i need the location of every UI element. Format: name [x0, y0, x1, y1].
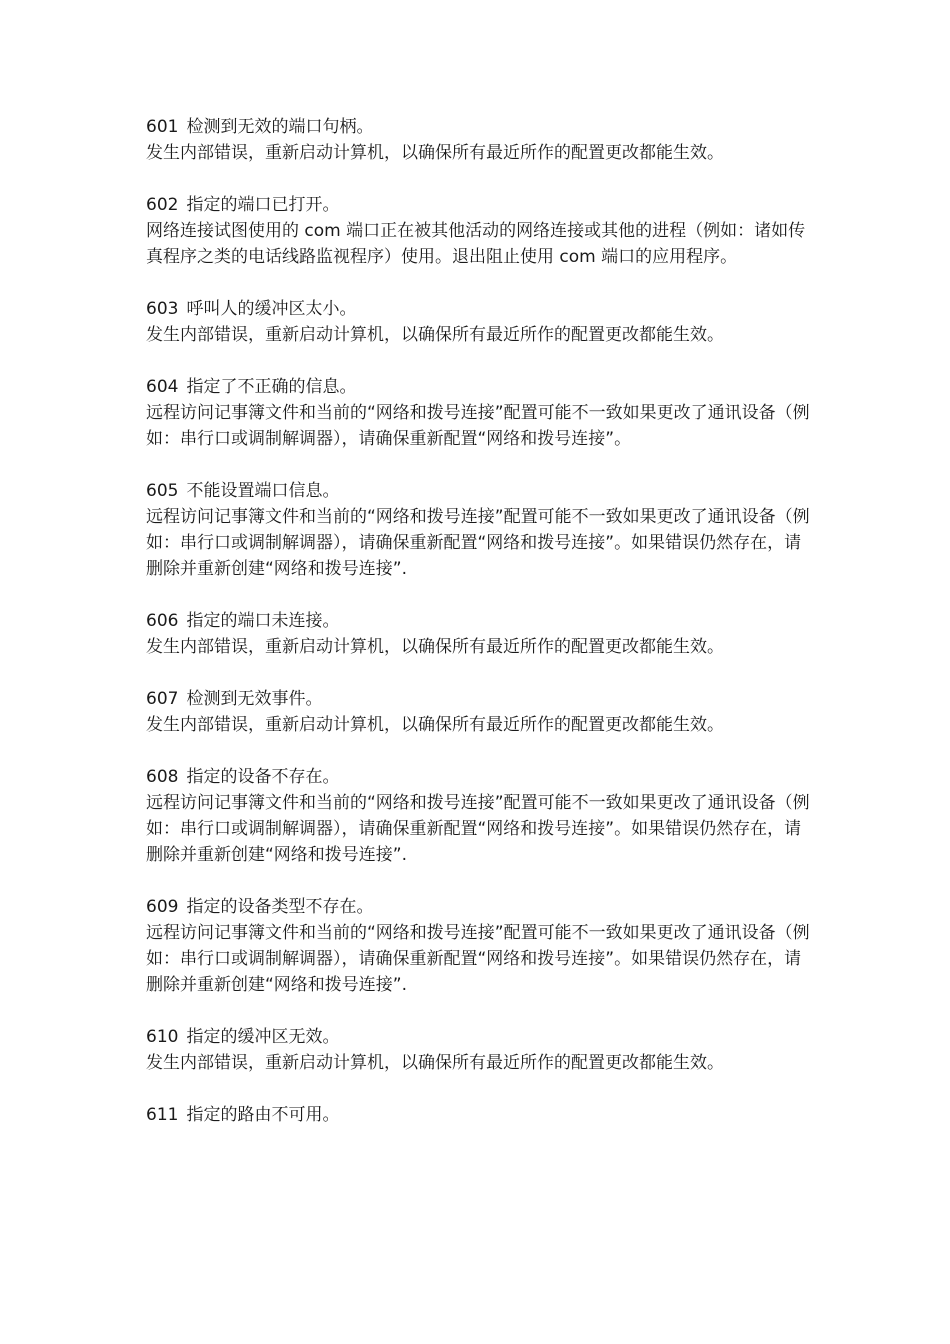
error-description: 远程访问记事簿文件和当前的“网络和拨号连接”配置可能不一致如果更改了通讯设备（例如：串行口或调制解调器），请确保重新配置“网络和拨号连接”。如果错误仍然存在，请删除并重新创建“网络和拨号连接”. — [146, 507, 810, 579]
error-title: 呼叫人的缓冲区太小。 — [186, 299, 357, 319]
error-entry-601 — [146, 114, 816, 166]
error-description: 远程访问记事簿文件和当前的“网络和拨号连接”配置可能不一致如果更改了通讯设备（例如：串行口或调制解调器），请确保重新配置“网络和拨号连接”。如果错误仍然存在，请删除并重新创建“网络和拨号连接”. — [146, 793, 810, 865]
error-title: 指定的设备不存在。 — [186, 767, 340, 787]
error-title: 指定了不正确的信息。 — [186, 377, 357, 397]
entry-title — [146, 894, 816, 920]
entry-title — [146, 686, 816, 712]
error-entry-606 — [146, 608, 816, 660]
error-entry-604 — [146, 374, 816, 452]
error-entry-605 — [146, 478, 816, 582]
error-title: 指定的路由不可用。 — [186, 1105, 340, 1125]
error-title: 指定的端口已打开。 — [186, 195, 340, 215]
entry-title — [146, 296, 816, 322]
error-entry-608 — [146, 764, 816, 868]
error-code: 610 — [146, 1027, 179, 1047]
error-entry-611 — [146, 1102, 816, 1128]
entry-title — [146, 114, 816, 140]
error-description: 远程访问记事簿文件和当前的“网络和拨号连接”配置可能不一致如果更改了通讯设备（例如：串行口或调制解调器），请确保重新配置“网络和拨号连接”。 — [146, 403, 810, 449]
error-description: 发生内部错误，重新启动计算机，以确保所有最近所作的配置更改都能生效。 — [146, 637, 724, 657]
document-page — [146, 114, 816, 1154]
error-entry-603 — [146, 296, 816, 348]
error-entry-602 — [146, 192, 816, 270]
error-title: 指定的设备类型不存在。 — [186, 897, 374, 917]
error-entry-607 — [146, 686, 816, 738]
error-description: 远程访问记事簿文件和当前的“网络和拨号连接”配置可能不一致如果更改了通讯设备（例如：串行口或调制解调器），请确保重新配置“网络和拨号连接”。如果错误仍然存在，请删除并重新创建“网络和拨号连接”. — [146, 923, 810, 995]
entry-title — [146, 374, 816, 400]
entry-title — [146, 608, 816, 634]
error-title: 检测到无效事件。 — [186, 689, 323, 709]
error-description: 网络连接试图使用的 com 端口正在被其他活动的网络连接或其他的进程（例如：诸如传真程序之类的电话线路监视程序）使用。退出阻止使用 com 端口的应用程序。 — [146, 221, 806, 267]
error-code: 603 — [146, 299, 179, 319]
error-description: 发生内部错误，重新启动计算机，以确保所有最近所作的配置更改都能生效。 — [146, 1053, 724, 1073]
error-code: 605 — [146, 481, 179, 501]
error-title: 检测到无效的端口句柄。 — [186, 117, 374, 137]
error-code: 609 — [146, 897, 179, 917]
error-title: 指定的缓冲区无效。 — [186, 1027, 340, 1047]
error-description: 发生内部错误，重新启动计算机，以确保所有最近所作的配置更改都能生效。 — [146, 715, 724, 735]
error-title: 指定的端口未连接。 — [186, 611, 340, 631]
entry-title — [146, 1102, 816, 1128]
error-code: 606 — [146, 611, 179, 631]
entry-title — [146, 764, 816, 790]
error-title: 不能设置端口信息。 — [186, 481, 340, 501]
error-entry-609 — [146, 894, 816, 998]
error-description: 发生内部错误，重新启动计算机，以确保所有最近所作的配置更改都能生效。 — [146, 325, 724, 345]
error-code: 607 — [146, 689, 179, 709]
entry-title — [146, 192, 816, 218]
error-entry-610 — [146, 1024, 816, 1076]
error-code: 601 — [146, 117, 179, 137]
error-code: 602 — [146, 195, 179, 215]
entry-title — [146, 1024, 816, 1050]
error-description: 发生内部错误，重新启动计算机，以确保所有最近所作的配置更改都能生效。 — [146, 143, 724, 163]
error-code: 604 — [146, 377, 179, 397]
error-code: 608 — [146, 767, 179, 787]
error-code: 611 — [146, 1105, 179, 1125]
entry-title — [146, 478, 816, 504]
